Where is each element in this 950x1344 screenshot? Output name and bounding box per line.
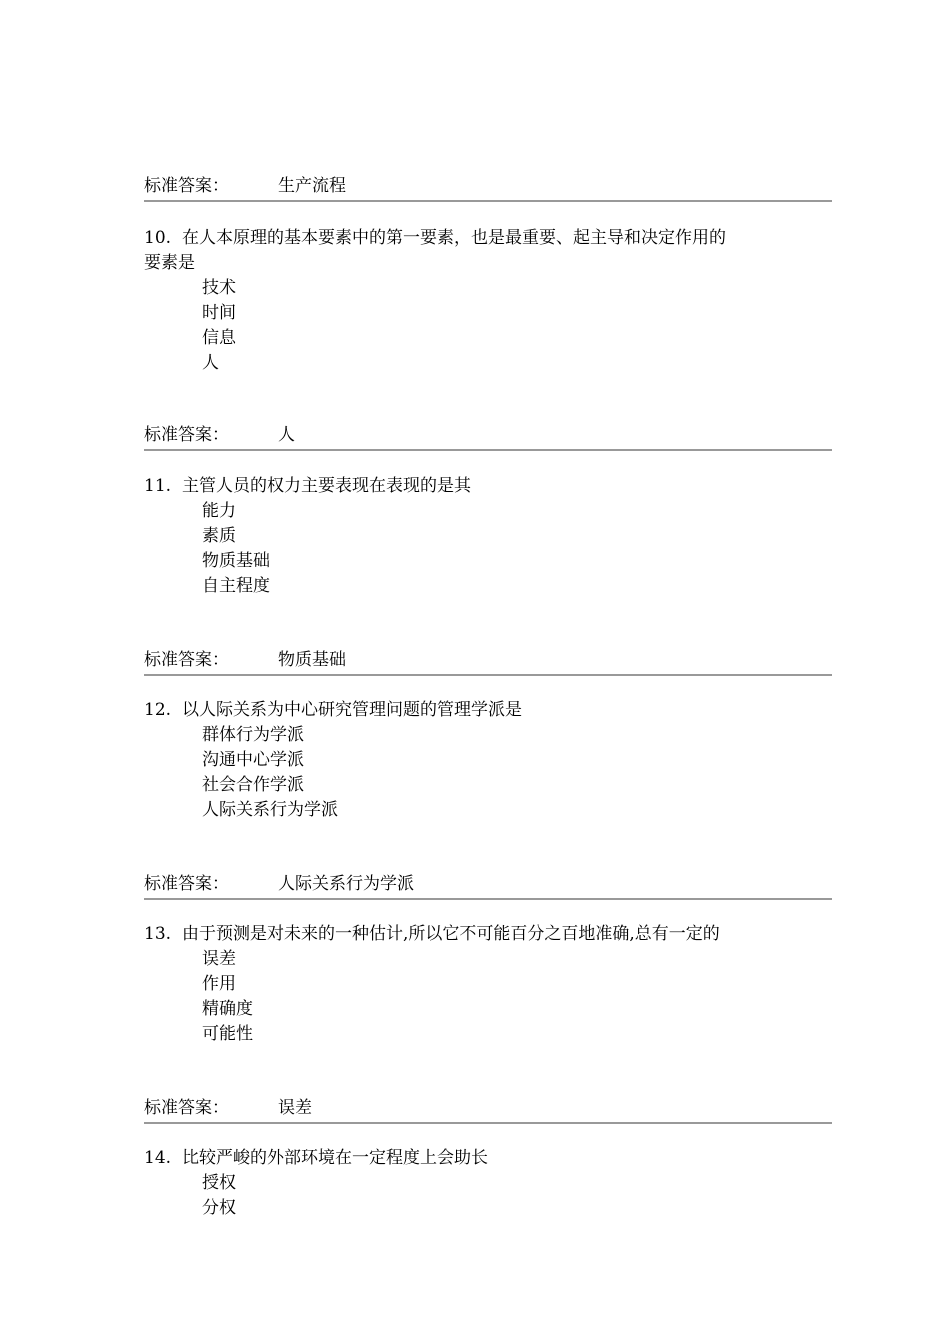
option: 作用 — [202, 974, 236, 994]
option-list — [202, 499, 804, 599]
option: 精确度 — [202, 999, 253, 1019]
option: 素质 — [202, 526, 236, 546]
answer-row — [144, 423, 832, 451]
answer-value: 生产流程 — [278, 176, 346, 196]
option-list — [202, 276, 804, 376]
option-list — [202, 1171, 804, 1221]
question-text — [144, 1146, 804, 1171]
answer-row — [144, 1096, 832, 1124]
question-line-continued: 要素是 — [144, 253, 195, 273]
question-line: 主管人员的权力主要表现在表现的是其 — [182, 476, 471, 496]
option: 能力 — [202, 501, 236, 521]
question-14 — [144, 1146, 804, 1221]
answer-label: 标准答案： — [144, 874, 229, 894]
option: 误差 — [202, 949, 236, 969]
option: 分权 — [202, 1198, 236, 1218]
answer-value: 人 — [278, 425, 295, 445]
question-number: 11. — [144, 476, 172, 496]
question-number: 10. — [144, 228, 172, 248]
question-line: 在人本原理的基本要素中的第一要素，也是最重要、起主导和决定作用的 — [182, 228, 726, 248]
question-text — [144, 698, 804, 723]
question-13 — [144, 922, 804, 1047]
option-list — [202, 723, 804, 823]
question-12 — [144, 698, 804, 823]
question-number: 12. — [144, 700, 172, 720]
answer-row — [144, 648, 832, 676]
option: 时间 — [202, 303, 236, 323]
question-line: 以人际关系为中心研究管理问题的管理学派是 — [182, 700, 522, 720]
option: 技术 — [202, 278, 236, 298]
option: 社会合作学派 — [202, 775, 304, 795]
answer-row — [144, 174, 832, 202]
answer-label: 标准答案： — [144, 1098, 229, 1118]
question-number: 13. — [144, 924, 172, 944]
answer-value: 物质基础 — [278, 650, 346, 670]
question-text — [144, 226, 804, 251]
question-10 — [144, 226, 804, 376]
answer-label: 标准答案： — [144, 425, 229, 445]
question-line: 比较严峻的外部环境在一定程度上会助长 — [182, 1148, 488, 1168]
question-line: 由于预测是对未来的一种估计,所以它不可能百分之百地准确,总有一定的 — [182, 924, 720, 944]
option: 人 — [202, 353, 219, 373]
option: 授权 — [202, 1173, 236, 1193]
answer-row — [144, 872, 832, 900]
option: 沟通中心学派 — [202, 750, 304, 770]
option: 信息 — [202, 328, 236, 348]
option: 可能性 — [202, 1024, 253, 1044]
question-11 — [144, 474, 804, 599]
option-list — [202, 947, 804, 1047]
answer-label: 标准答案： — [144, 650, 229, 670]
question-text — [144, 922, 804, 947]
answer-label: 标准答案： — [144, 176, 229, 196]
option: 人际关系行为学派 — [202, 800, 338, 820]
answer-value: 误差 — [278, 1098, 312, 1118]
question-number: 14. — [144, 1148, 172, 1168]
answer-value: 人际关系行为学派 — [278, 874, 414, 894]
option: 物质基础 — [202, 551, 270, 571]
option: 群体行为学派 — [202, 725, 304, 745]
option: 自主程度 — [202, 576, 270, 596]
question-text — [144, 474, 804, 499]
